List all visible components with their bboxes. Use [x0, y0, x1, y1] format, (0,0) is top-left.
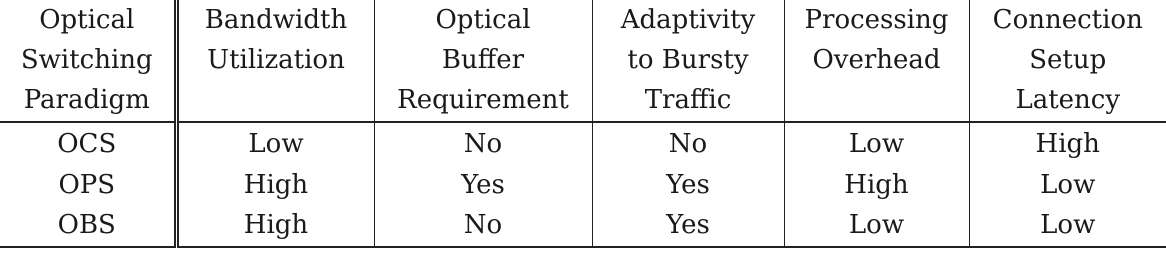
- table-cell: No: [374, 122, 592, 165]
- table-row: [0, 205, 1166, 247]
- table-cell: Low: [784, 122, 969, 165]
- header-bandwidth-utilization: Bandwidth Utilization: [176, 0, 374, 122]
- table-cell: High: [784, 165, 969, 206]
- header-adaptivity-bursty-traffic: Adaptivity to Bursty Traffic: [592, 0, 784, 122]
- header-connection-setup-latency: Connection Setup Latency: [969, 0, 1166, 122]
- table-row: [0, 165, 1166, 206]
- table-cell: Yes: [592, 205, 784, 247]
- table-cell: Low: [969, 205, 1166, 247]
- table-cell: High: [176, 205, 374, 247]
- table-row: [0, 122, 1166, 165]
- table-cell: High: [176, 165, 374, 206]
- table-cell: OCS: [57, 129, 117, 159]
- table-cell: Low: [784, 205, 969, 247]
- table-cell: No: [592, 122, 784, 165]
- table-body: [0, 122, 1166, 247]
- table-cell: High: [969, 122, 1166, 165]
- header-switching-paradigm: Optical Switching Paradigm: [0, 0, 176, 122]
- table-header: [0, 0, 1166, 122]
- table-cell: OPS: [58, 169, 116, 200]
- header-processing-overhead: Processing Overhead: [784, 0, 969, 122]
- table-cell: Yes: [374, 165, 592, 206]
- table-cell: Low: [176, 122, 374, 165]
- table-cell: Yes: [592, 165, 784, 206]
- header-row: [0, 0, 1166, 122]
- table-cell: Low: [969, 165, 1166, 206]
- table-cell: OBS: [0, 205, 176, 247]
- header-optical-buffer-requirement: Optical Buffer Requirement: [374, 0, 592, 122]
- table-cell: No: [374, 205, 592, 247]
